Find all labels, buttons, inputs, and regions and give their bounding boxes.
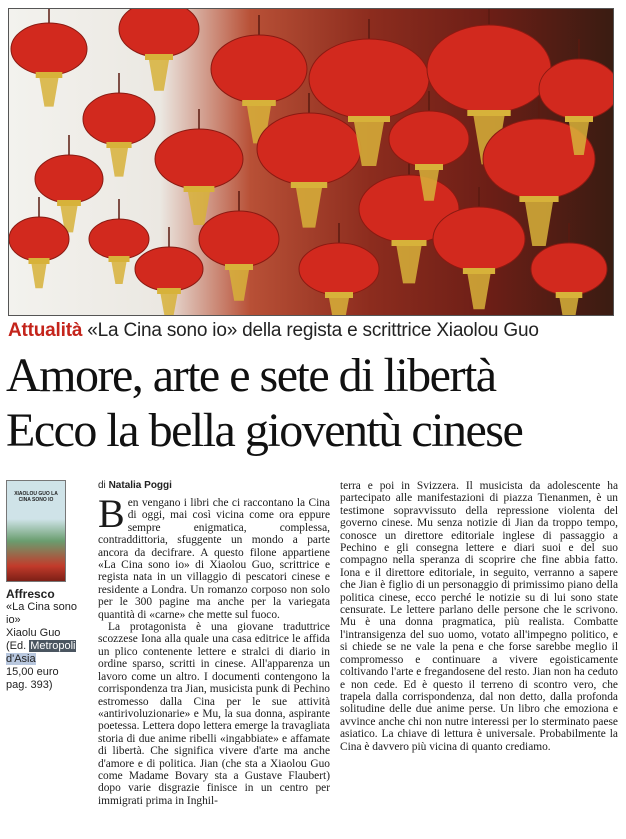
lantern	[83, 93, 155, 145]
lantern-tassel	[110, 148, 128, 177]
sidebar-book-title: «La Cina sono io»	[6, 601, 77, 626]
lantern-cap	[415, 164, 443, 170]
lantern-cap	[145, 54, 173, 60]
lantern	[155, 129, 243, 189]
kicker	[8, 318, 618, 344]
lantern-cap	[36, 72, 63, 78]
byline-prefix: di	[98, 480, 106, 491]
lantern	[531, 243, 607, 295]
lantern	[309, 39, 429, 119]
paragraph: La protagonista è una giovane traduttrice scozzese Iona alla quale una casa editrice le affida un plico contenente lettere e stralci di diario in ordine sparso, scritti in cinese. All'apparenza un lavoro come un altro. I documenti contengono la corrispondenza tra Jian, musicista punk di Pechino estromesso dalla Cina per le sue attività «antirivoluzionarie» e Mu, la sua donna, aspirante poetessa. Lettera dopo lettera emerge la travagliata storia di due anime ribelli «ingabbiate» e affamate di libertà. Che significa vivere d'arte ma anche d'amore e di politica. Jian (che sta a Xiaolou Guo come Madame Bovary sta a Gustave Flaubert) dopo varie disgrazie finisce in un centro per immigrati prima in Inghil-	[98, 621, 330, 807]
lantern-tassel	[397, 246, 422, 283]
lantern	[89, 219, 149, 259]
sidebar-price: 15,00 euro	[6, 666, 59, 678]
dropcap: B	[98, 497, 125, 536]
lantern	[389, 111, 469, 167]
section-tag: Attualità	[8, 320, 83, 341]
byline	[98, 480, 172, 492]
lantern	[257, 113, 361, 185]
sidebar-pages: pag. 393)	[6, 679, 53, 691]
byline-author: Natalia Poggi	[108, 480, 172, 491]
lantern-cap	[348, 116, 390, 122]
lantern-cap	[242, 100, 276, 106]
lantern-cap	[467, 110, 510, 116]
lantern-cap	[565, 116, 593, 122]
lantern	[11, 23, 87, 75]
lantern-cap	[325, 292, 353, 298]
book-cover-title: XIAOLOU GUO LA CINA SONO IO	[14, 491, 58, 503]
lantern-cap	[463, 268, 495, 274]
kicker-subtitle: «La Cina sono io» della regista e scrittrice Xiaolou Guo	[87, 320, 539, 341]
book-sidebar	[6, 480, 90, 692]
lantern-tassel	[525, 202, 553, 246]
lantern-cap	[184, 186, 215, 192]
lantern-tassel	[229, 270, 249, 301]
headline	[6, 348, 620, 458]
lantern	[427, 25, 551, 113]
lantern	[433, 207, 525, 271]
lantern-tassel	[40, 78, 59, 107]
paragraph-text: en vengano i libri che ci raccontano la Cina di oggi, mai così vicina come ora eppure sempre enigmatica, complessa, contraddittoria, sfuggente un mondo a parte ancora da decifrare. A questo filone appartiene «La Cina sono io» di Xiaolou Guo, scrittrice e regista nata in un villaggio di pescatori cinese e residente a Londra. Un romanzo corposo non solo per le 300 pagine ma anche per la variegata quantità di «carne» che mette sul fuoco.	[98, 497, 330, 621]
lantern-cap	[157, 288, 181, 294]
lantern-cap	[519, 196, 558, 202]
lantern	[35, 155, 103, 203]
lantern	[299, 243, 379, 295]
lantern-tassel	[32, 264, 47, 288]
lantern-tassel	[296, 188, 322, 228]
sidebar-author: Xiaolu Guo	[6, 627, 61, 639]
book-cover	[6, 480, 66, 582]
lantern-tassel	[329, 298, 349, 315]
lantern	[135, 247, 203, 291]
lantern-cap	[29, 258, 50, 264]
sidebar-publisher-line-2	[6, 653, 90, 666]
article-column-2	[340, 480, 618, 832]
lantern-tassel	[149, 60, 169, 91]
paragraph	[98, 497, 330, 621]
lantern-tassel	[112, 262, 127, 284]
sidebar-publisher	[6, 640, 90, 653]
lantern-tassel	[188, 192, 210, 225]
lantern-tassel	[161, 294, 178, 315]
lantern-tassel	[468, 274, 491, 309]
lantern-cap	[556, 292, 583, 298]
publisher-highlight-1: Metropoli	[30, 640, 76, 652]
lantern	[211, 35, 307, 103]
lantern-cap	[392, 240, 427, 246]
lantern-cap	[225, 264, 253, 270]
article-column-1	[98, 497, 330, 832]
publisher-prefix: (Ed.	[6, 640, 30, 652]
lantern-cap	[106, 142, 131, 148]
headline-line-1: Amore, arte e sete di libertà	[6, 349, 496, 402]
publisher-highlight-2: d'Asia	[6, 653, 36, 665]
lantern-tassel	[560, 298, 579, 315]
lantern-cap	[109, 256, 130, 262]
lantern	[9, 217, 69, 261]
lantern	[539, 59, 613, 119]
lantern	[119, 9, 199, 57]
lantern-cap	[57, 200, 81, 206]
lantern	[199, 211, 279, 267]
paragraph: terra e poi in Svizzera. Il musicista da adolescente ha partecipato alle manifestazioni di piazza Tienanmen, è un testimone sopravvissuto della repressione violenta del governo cinese. Mu senza notizie di Jian da troppo tempo, conosce un direttore editoriale inglese di passaggio a Pechino e gli consegna lettere e diari suoi e del suo compagno nella speranza di scoprire che fine abbia fatto. Iona e il direttore editoriale, in seguito, verranno a sapere che Jian è figlio di un personaggio di primissimo piano della politica cinese, ecco perché le notizie su di lui sono state censurate. Le lettere parlano delle persone che le scrivono. Mu è una donna pragmatica, più realista. Combatte l'intransigenza del suo uomo, votato all'impegno politico, e si chiede se ne vale la pena e che forse sarebbe meglio il compromesso e continuare a vivere egoisticamente coltivando l'arte e fregandosene del resto. Jian non ha ceduto e non cede. Ed è questo il terreno di scontro vero, che trapela dalla corrispondenza, dal non detto, dalla profonda solitudine delle due anime perse. Un libro che emoziona e avvince anche chi non nutre interessi per lo sterminato paese asiatico. La chiave di lettura è universale. Probabilmente la Cina è davvero più vicina di quanto crediamo.	[340, 480, 618, 753]
lanterns-photo	[8, 8, 614, 316]
lantern-cap	[291, 182, 327, 188]
headline-line-2: Ecco la bella gioventù cinese	[6, 404, 523, 457]
lanterns-illustration	[9, 9, 613, 315]
sidebar-title: Affresco	[6, 587, 55, 601]
